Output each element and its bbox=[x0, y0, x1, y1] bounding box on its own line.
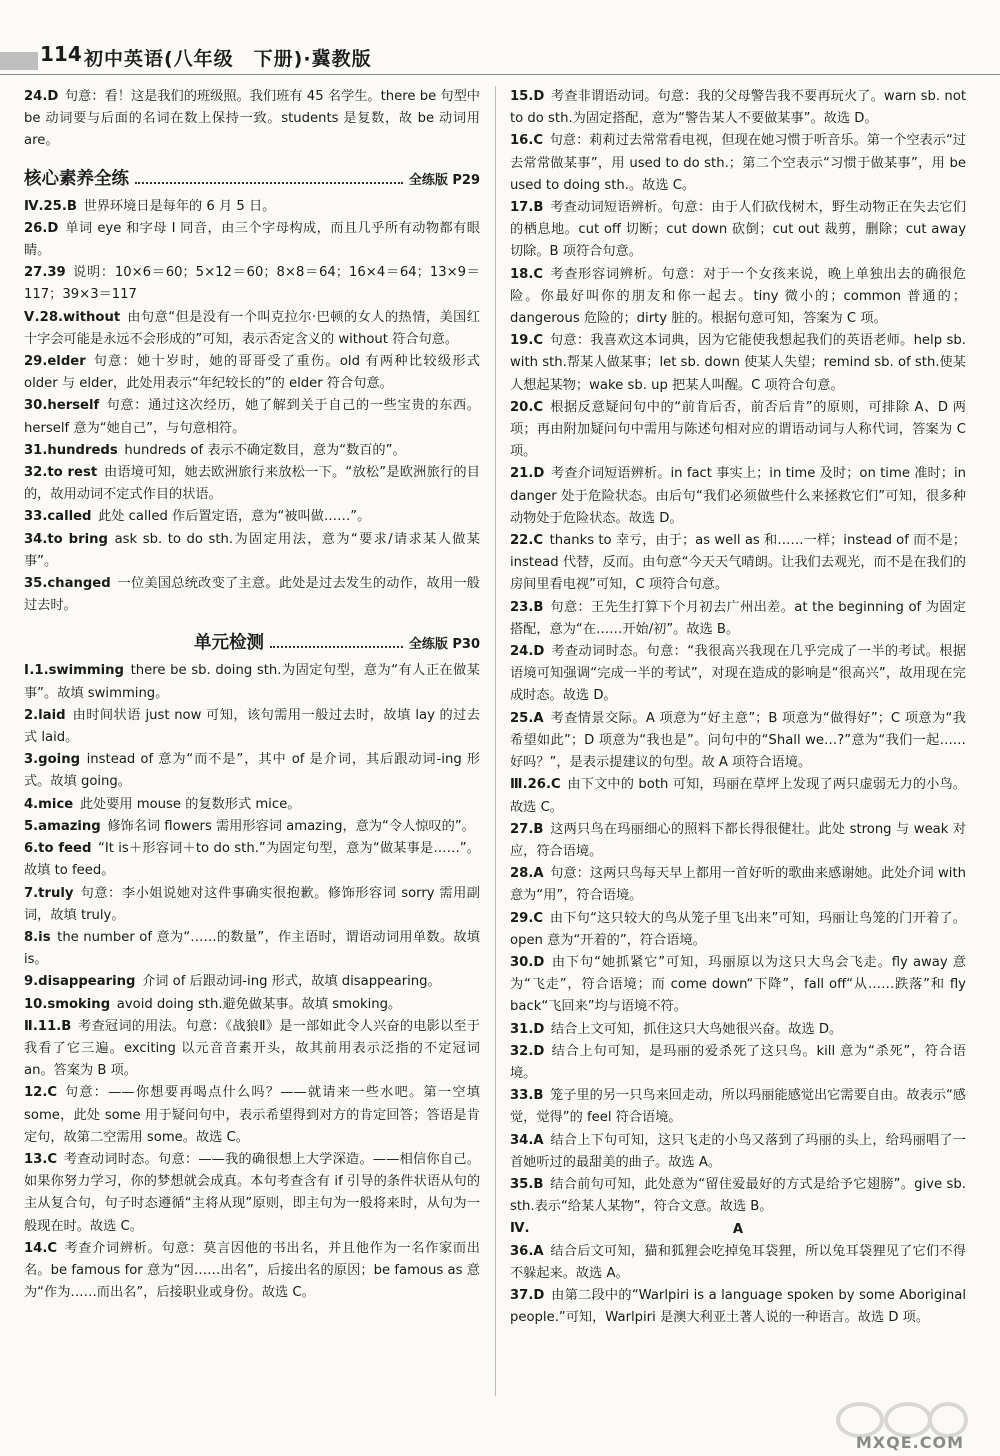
answer-explanation: 由时间状语 just now 可知，该句需用一般过去时，故填 lay 的过去式 laid。 bbox=[24, 707, 480, 746]
answer-number: 19.C bbox=[510, 333, 544, 349]
answer-item bbox=[24, 462, 480, 506]
answer-explanation: 世界环境日是每年的 6 月 5 日。 bbox=[83, 198, 276, 214]
header-decor-bar bbox=[0, 52, 38, 70]
answer-number: 31.D bbox=[510, 1021, 545, 1037]
answer-number: 27.B bbox=[510, 821, 544, 837]
answer-number: 25.A bbox=[510, 710, 544, 726]
answer-explanation: 笼子里的另一只鸟来回走动，所以玛丽能感觉出它需要自由。故表示“感觉，觉得”的 feel 符合语境。 bbox=[510, 1088, 966, 1126]
answer-explanation: the number of 意为“……的数量”，作主语时，谓语动词用单数。故填 is。 bbox=[24, 929, 480, 968]
answer-item bbox=[24, 927, 480, 971]
section-page-ref: 全练版 P29 bbox=[408, 172, 480, 188]
answer-number: 4.mice bbox=[24, 796, 74, 812]
answer-number: 13.C bbox=[24, 1151, 58, 1167]
answer-number: 5.amazing bbox=[24, 818, 101, 834]
answer-explanation: 考查动词短语辨析。句意：由于人们砍伐树木，野生动物正在失去它们的栖息地。cut off 切断；cut down 砍倒；cut out 裁剪，删除；cut away 切除。B 项符合句意。 bbox=[510, 200, 966, 260]
answer-explanation: 结合上文可知，抓住这只大鸟她很兴奋。故选 D。 bbox=[550, 1021, 843, 1037]
answer-explanation: 考查冠词的用法。句意：《战狼Ⅱ》是一部如此令人兴奋的电影以至于我看了它三遍。exciting 以元音音素开头，故其前用表示泛指的不定冠词 an。答案为 B 项。 bbox=[24, 1018, 481, 1079]
answer-explanation: 句意：莉莉过去常常看电视，但现在她习惯于听音乐。第一个空表示“过去常常做某事”，用 used to do sth.；第二个空表示“习惯于做某事”，用 be used to doing sth.。故选 C。 bbox=[510, 133, 966, 193]
answer-number: 12.C bbox=[24, 1085, 58, 1101]
answer-number: 24.D bbox=[24, 89, 59, 104]
answer-item bbox=[24, 883, 480, 927]
answer-item bbox=[24, 529, 480, 573]
answer-explanation: “It is＋形容词＋to do sth.”为固定句型，意为“做某事是……”。故填 to feed。 bbox=[24, 841, 480, 879]
answer-number: Ⅱ.11.B bbox=[24, 1018, 72, 1034]
answer-item bbox=[24, 395, 480, 439]
answer-item bbox=[510, 130, 966, 197]
answer-item bbox=[510, 774, 966, 818]
answer-number: 24.D bbox=[510, 644, 545, 660]
answer-number: 32.to rest bbox=[24, 465, 98, 481]
answer-explanation: 考查介词短语辨析。in fact 事实上；in time 及时；on time 准时；in danger 处于危险状态。由后句“我们必须做些什么来拯救它们”可知，很多种动物处于危险状态。故选 D。 bbox=[510, 466, 966, 526]
book-title: 初中英语(八年级 下册)·冀教版 bbox=[84, 48, 372, 70]
answer-item bbox=[24, 749, 480, 793]
answer-explanation: 句意：——你想要再喝点什么吗？——就请来一些水吧。第一空填 some，此处 some 用于疑问句中，表示希望得到对方的肯定回答；答语是肯定句，故第二空需用 some。故选 C。 bbox=[24, 1085, 480, 1145]
answer-number: 28.A bbox=[510, 866, 544, 882]
answer-number: 31.hundreds bbox=[24, 442, 118, 458]
answer-explanation: 句意：她十岁时，她的哥哥受了重伤。old 有两种比较级形式 older 与 elder，此处用表示“年纪较长的”的 elder 符合句意。 bbox=[24, 354, 480, 392]
answer-item bbox=[510, 641, 966, 708]
answer-item bbox=[510, 86, 966, 130]
section-page-ref: 全练版 P30 bbox=[408, 637, 480, 653]
answer-number: 35.B bbox=[510, 1176, 544, 1192]
answer-explanation: 这两只鸟在玛丽细心的照料下都长得很健壮。此处 strong 与 weak 对应，符合语境。 bbox=[510, 821, 966, 859]
answer-item bbox=[510, 1174, 966, 1218]
answer-number: 10.smoking bbox=[24, 996, 111, 1012]
answer-explanation: 结合上句可知，是玛丽的爱杀死了这只鸟。kill 意为“杀死”，符合语境。 bbox=[510, 1043, 966, 1081]
answer-number: 37.D bbox=[510, 1288, 545, 1304]
left-column bbox=[24, 86, 480, 1304]
answer-number: 30.herself bbox=[24, 398, 100, 414]
answer-item bbox=[510, 1285, 966, 1329]
answer-number: Ⅳ.25.B bbox=[24, 198, 77, 214]
answer-item bbox=[24, 971, 480, 993]
answer-number: 18.C bbox=[510, 266, 544, 282]
answer-explanation: 句意：李小姐说她对这件事确实很抱歉。修饰形容词 sorry 需用副词，故填 truly。 bbox=[24, 885, 480, 923]
answer-item bbox=[24, 573, 480, 617]
answer-item bbox=[510, 819, 966, 863]
answer-item bbox=[510, 1130, 966, 1174]
answer-item bbox=[24, 705, 480, 749]
answer-number: 30.D bbox=[510, 954, 545, 970]
answer-item bbox=[24, 307, 480, 351]
answer-explanation: 此处 called 作后置定语，意为“被叫做……”。 bbox=[98, 509, 371, 525]
answer-number: 35.changed bbox=[24, 576, 111, 592]
answer-number: 6.to feed bbox=[24, 841, 92, 857]
answer-number: 14.C bbox=[24, 1240, 58, 1256]
answer-explanation: 由下文中的 both 可知，玛丽在草坪上发现了两只虚弱无力的小鸟。故选 C。 bbox=[510, 777, 966, 815]
answer-explanation: 考查介词辨析。句意：莫言因他的书出名，并且他作为一名作家而出名。be famous for 意为“因……出名”，后接出名的原因；be famous as 意为“作为……而出名”，后接职业或身份。故选 C。 bbox=[24, 1240, 480, 1301]
answer-item bbox=[24, 262, 480, 306]
answer-explanation: 由下句“这只较大的鸟从笼子里飞出来”可知，玛丽让鸟笼的门开着了。open 意为“开着的”，符合语境。 bbox=[510, 910, 966, 948]
answer-number: 27.39 bbox=[24, 265, 66, 281]
answer-explanation: 考查动词时态。句意：——我的确很想上大学深造。——相信你自己。如果你努力学习，你的梦想就会成真。本句考查含有 if 引导的条件状语从句的主从复合句，句子时态遵循“主将从现”原则，即主句为一般将来时，从句为一般现在时。故选 C。 bbox=[24, 1151, 480, 1234]
answer-item bbox=[510, 1241, 966, 1285]
answer-item bbox=[24, 86, 480, 153]
answer-explanation: 句意：看！这是我们的班级照。我们班有 45 名学生。there be 句型中 be 动词要与后面的名词在数上保持一致。students 是复数，故 be 动词用 are。 bbox=[24, 89, 480, 149]
answer-explanation: thanks to 幸亏，由于；as well as 和……一样；instead of 而不是；instead 代替，反而。由句意“今天天气晴朗。让我们去观光，而不是在我们的房间里看电视”可知，C 项符合句意。 bbox=[510, 533, 966, 593]
answer-explanation: 此处要用 mouse 的复数形式 mice。 bbox=[79, 796, 301, 812]
section-title: 核心素养全练 bbox=[24, 168, 129, 189]
answer-number: 21.D bbox=[510, 466, 545, 482]
answer-item bbox=[510, 264, 966, 331]
answer-number: 20.C bbox=[510, 399, 544, 415]
part-heading bbox=[510, 1218, 966, 1240]
answer-item bbox=[24, 218, 480, 262]
section-heading bbox=[24, 629, 480, 654]
answer-explanation: 说明：10×6＝60；5×12＝60；8×8＝64；16×4＝64；13×9＝117；39×3＝117 bbox=[24, 265, 480, 303]
answer-number: 29.C bbox=[510, 910, 544, 926]
answer-explanation: 句意：这两只鸟每天早上都用一首好听的歌曲来感谢她。此处介词 with 意为“用”，符合语境。 bbox=[510, 866, 966, 904]
answer-number: 23.B bbox=[510, 599, 544, 615]
answer-explanation: 由句意“但是没有一个叫克拉尔·巴顿的女人的热情，美国红十字会可能是永远不会形成的”可知，表示否定含义的 without 符合句意。 bbox=[24, 309, 480, 347]
answer-number: 2.laid bbox=[24, 707, 66, 723]
answer-number: 3.going bbox=[24, 752, 81, 768]
answer-item bbox=[24, 196, 480, 218]
answer-explanation: 考查非谓语动词。句意：我的父母警告我不要再玩火了。warn sb. not to do sth.为固定搭配，意为“警告某人不要做某事”。故选 D。 bbox=[510, 89, 966, 127]
answer-number: 9.disappearing bbox=[24, 974, 136, 990]
answer-explanation: there be sb. doing sth.为固定句型，意为“有人正在做某事”。故填 swimming。 bbox=[24, 663, 480, 701]
answer-number: 15.D bbox=[510, 89, 545, 104]
answer-explanation: 句意：通过这次经历，她了解到关于自己的一些宝贵的东西。herself 意为“她自己”，与句意相符。 bbox=[24, 398, 480, 436]
answer-number: Ⅲ.26.C bbox=[510, 777, 561, 793]
dot-leader bbox=[270, 634, 403, 648]
answer-item bbox=[510, 1041, 966, 1085]
answer-number: Ⅰ.1.swimming bbox=[24, 663, 124, 679]
dot-leader bbox=[135, 170, 403, 184]
answer-number: 34.A bbox=[510, 1132, 544, 1148]
answer-explanation: 由下句“她抓紧它”可知，玛丽原以为这只大鸟会飞走。fly away 意为“飞走”，符合语境；而 come down“下降”，fall off“从……跌落”和 fly back“飞回来”均与语境不符。 bbox=[510, 954, 966, 1015]
answer-item bbox=[510, 908, 966, 952]
answer-item bbox=[510, 1019, 966, 1041]
answer-explanation: 句意：我喜欢这本词典，因为它能使我想起我们的英语老师。help sb. with sth.帮某人做某事；let sb. down 使某人失望；remind sb. of sth.使某人想起某物；wake sb. up 把某人叫醒。C 项符合句意。 bbox=[510, 333, 966, 393]
answer-item bbox=[510, 530, 966, 597]
answer-explanation: hundreds of 表示不确定数目，意为“数百的”。 bbox=[124, 442, 406, 458]
header-rule bbox=[0, 74, 1000, 75]
answer-explanation: 考查形容词辨析。句意：对于一个女孩来说，晚上单独出去的确很危险。你最好叫你的朋友和你一起去。tiny 微小的；common 普通的；dangerous 危险的；dirty 脏的。根据句意可知，答案为 C 项。 bbox=[510, 266, 966, 327]
answer-explanation: 由第二段中的“Warlpiri is a language spoken by some Aboriginal people.”可知，Warlpiri 是澳大利亚土著人说的一种语言。故选 D 项。 bbox=[510, 1288, 966, 1326]
answer-item bbox=[510, 397, 966, 464]
answer-item bbox=[510, 1085, 966, 1129]
answer-item bbox=[510, 952, 966, 1019]
page-header bbox=[0, 40, 1000, 76]
answer-number: 26.D bbox=[24, 220, 59, 236]
column-divider bbox=[495, 86, 496, 1396]
answer-explanation: 修饰名词 flowers 需用形容词 amazing，意为“令人惊叹的”。 bbox=[107, 818, 475, 834]
answer-explanation: 结合前句可知，此处意为“留住爱最好的方式是给予它翅膀”。give sb. sth.表示“给某人某物”，符合文意。故选 B。 bbox=[510, 1176, 966, 1215]
answer-item bbox=[24, 440, 480, 462]
answer-number: 16.C bbox=[510, 133, 544, 149]
answer-item bbox=[24, 1082, 480, 1149]
answer-item bbox=[24, 1238, 480, 1305]
answer-number: 29.elder bbox=[24, 354, 86, 370]
answer-item bbox=[24, 660, 480, 704]
answer-number: 32.D bbox=[510, 1043, 545, 1059]
answer-item bbox=[24, 351, 480, 395]
answer-explanation: 由语境可知，她去欧洲旅行来放松一下。“放松”是欧洲旅行的目的，故用动词不定式作目的状语。 bbox=[24, 465, 480, 503]
answer-item bbox=[24, 1149, 480, 1238]
part-label: A bbox=[732, 1221, 744, 1237]
page-number: 114 bbox=[40, 42, 82, 66]
answer-item bbox=[24, 838, 480, 882]
answer-number: 33.called bbox=[24, 509, 92, 525]
answer-number: 8.is bbox=[24, 929, 51, 945]
answer-item bbox=[510, 330, 966, 397]
answer-item bbox=[510, 597, 966, 641]
answer-item bbox=[24, 794, 480, 816]
answer-explanation: 根据反意疑问句中的“前肯后否，前否后肯”的原则，可排除 A、D 两项；再由附加疑问句中需用与陈述句相对应的谓语动词与人称代词，答案为 C 项。 bbox=[510, 399, 966, 460]
answer-explanation: 结合后文可知，猫和狐狸会吃掉兔耳袋狸，所以兔耳袋狸见了它们不得不躲起来。故选 A。 bbox=[510, 1243, 966, 1281]
answer-number: 17.B bbox=[510, 200, 544, 216]
section-title: 单元检测 bbox=[194, 633, 264, 654]
answer-explanation: avoid doing sth.避免做某事。故填 smoking。 bbox=[116, 996, 402, 1012]
answer-explanation: 结合上下句可知，这只飞走的小鸟又落到了玛丽的头上，给玛丽唱了一首她听过的最甜美的曲子。故选 A。 bbox=[510, 1132, 966, 1170]
answer-explanation: 句意：王先生打算下个月初去广州出差。at the beginning of 为固定搭配，意为“在……开始/初”。故选 B。 bbox=[510, 599, 966, 637]
answer-item bbox=[24, 1016, 480, 1083]
right-column bbox=[510, 86, 966, 1330]
answer-number: 22.C bbox=[510, 533, 544, 549]
answer-explanation: 考查情景交际。A 项意为“好主意”；B 项意为“做得好”；C 项意为“我希望如此”；D 项意为“我也是”。问句中的“Shall we…?”意为“我们一起……好吗？”，是表示提建议的句型。故 A 项符合语境。 bbox=[510, 710, 966, 771]
answer-item bbox=[24, 506, 480, 528]
answer-explanation: 一位美国总统改变了主意。此处是过去发生的动作，故用一般过去时。 bbox=[24, 576, 480, 614]
answer-number: Ⅴ.28.without bbox=[24, 309, 121, 325]
answer-explanation: 考查动词时态。句意：“我很高兴我现在几乎完成了一半的考试。根据语境可知强调“完成一半的考试”，对现在造成的影响是“很高兴”，故用现在完成时态。故选 D。 bbox=[510, 644, 966, 704]
answer-explanation: 单词 eye 和字母 I 同音，由三个字母构成，而且几乎所有动物都有眼睛。 bbox=[24, 220, 480, 259]
watermark-text: MXQE.COM bbox=[855, 1433, 964, 1452]
answer-number: 36.A bbox=[510, 1243, 544, 1259]
answer-explanation: 介词 of 后跟动词-ing 形式，故填 disappearing。 bbox=[142, 974, 441, 990]
answer-number: 33.B bbox=[510, 1088, 544, 1104]
answer-item bbox=[510, 463, 966, 530]
section-heading bbox=[24, 165, 480, 190]
part-number: Ⅳ. bbox=[510, 1221, 530, 1237]
answer-number: 34.to bring bbox=[24, 531, 108, 547]
answer-item bbox=[510, 863, 966, 907]
answer-item bbox=[24, 994, 480, 1016]
answer-item bbox=[24, 816, 480, 838]
answer-item bbox=[510, 708, 966, 775]
answer-item bbox=[510, 197, 966, 264]
answer-explanation: instead of 意为“而不是”，其中 of 是介词，其后跟动词-ing 形式。故填 going。 bbox=[24, 752, 480, 790]
answer-explanation: ask sb. to do sth.为固定用法，意为“要求/请求某人做某事”。 bbox=[24, 531, 480, 569]
answer-number: 7.truly bbox=[24, 885, 74, 901]
